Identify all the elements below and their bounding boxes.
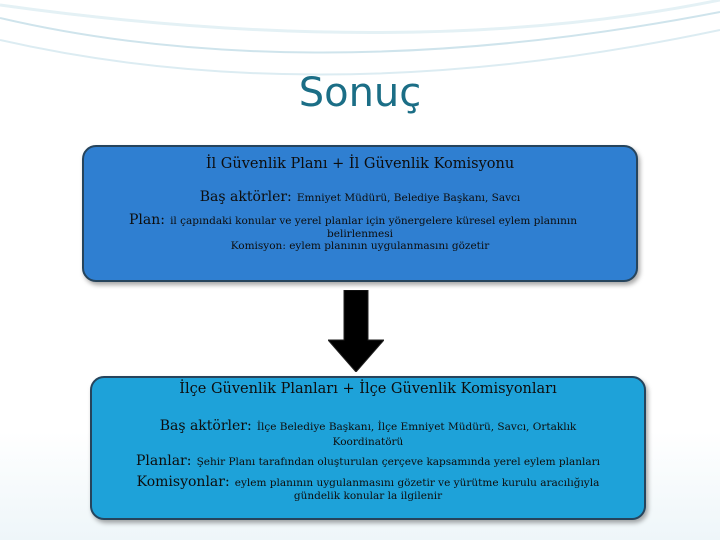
district-actors-value-continued: Koordinatörü bbox=[332, 436, 404, 448]
slide-title: Sonuç bbox=[298, 70, 422, 116]
province-actors-value: Emniyet Müdürü, Belediye Başkanı, Savcı bbox=[296, 192, 521, 204]
district-commissions-line bbox=[92, 471, 644, 490]
district-commissions-value: eylem planının uygulanmasını gözetir ve yürütme kurulu aracılığıyla bbox=[234, 477, 600, 489]
district-plans-value: Şehir Planı tarafından oluşturulan çerçeve kapsamında yerel eylem planları bbox=[196, 456, 601, 468]
province-plan-label: Plan: bbox=[128, 212, 165, 228]
district-security-box bbox=[90, 376, 646, 520]
district-box-heading: İlçe Güvenlik Planları + İlçe Güvenlik Komisyonları bbox=[179, 381, 557, 397]
district-actors-line bbox=[92, 415, 644, 434]
district-plans-label: Planlar: bbox=[135, 453, 192, 469]
district-actors-value: İlçe Belediye Başkanı, İlçe Emniyet Müdürü, Savcı, Ortaklık bbox=[256, 421, 577, 433]
province-security-box bbox=[82, 145, 638, 282]
arrow-down-icon bbox=[328, 290, 384, 372]
province-actors-line bbox=[84, 186, 636, 205]
province-box-heading: İl Güvenlik Planı + İl Güvenlik Komisyonu bbox=[205, 156, 515, 172]
district-commissions-label: Komisyonlar: bbox=[136, 474, 230, 490]
province-plan-value: il çapındaki konular ve yerel planlar için yönergelere küresel eylem planının bbox=[170, 215, 577, 227]
district-commissions-value-continued: gündelik konular la ilgilenir bbox=[293, 490, 443, 502]
district-plans-line bbox=[92, 450, 644, 469]
province-commission-text: Komisyon: eylem planının uygulanmasını gözetir bbox=[230, 240, 490, 252]
province-plan-line bbox=[70, 209, 636, 228]
province-actors-label: Baş aktörler: bbox=[199, 189, 292, 205]
district-actors-label: Baş aktörler: bbox=[159, 418, 252, 434]
province-plan-value-continued: belirlenmesi bbox=[327, 228, 393, 240]
